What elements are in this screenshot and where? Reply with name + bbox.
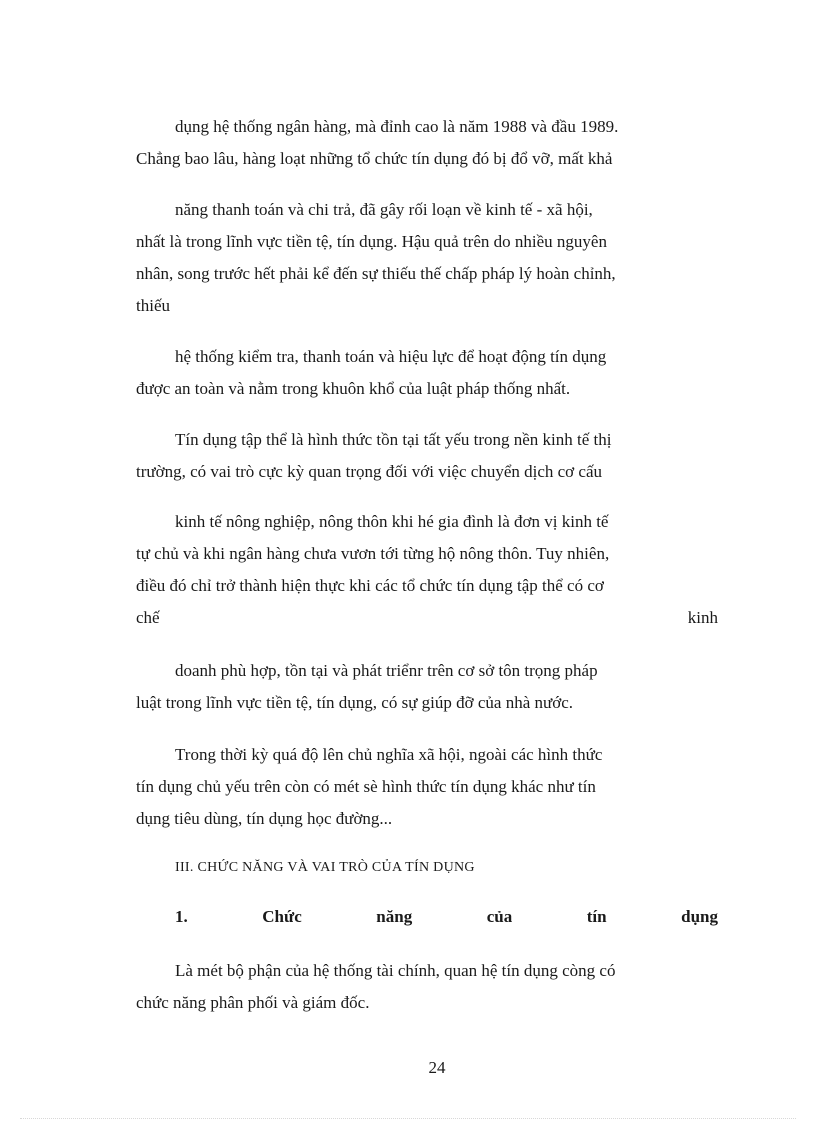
text-line: kinh tế nông nghiệp, nông thôn khi hé gia đình là đơn vị kinh tế	[175, 512, 609, 531]
body-paragraph	[136, 506, 718, 634]
text-line: Trong thời kỳ quá độ lên chủ nghĩa xã hội, ngoài các hình thức	[175, 745, 603, 764]
body-paragraph	[136, 341, 718, 405]
text-line: nhất là trong lĩnh vực tiền tệ, tín dụng. Hậu quả trên do nhiều nguyên	[136, 232, 607, 251]
body-paragraph	[136, 955, 718, 1019]
body-paragraph	[136, 739, 718, 835]
text-line: chế kinh	[136, 608, 718, 627]
footer-divider	[20, 1118, 796, 1119]
text-line: chức năng phân phối và giám đốc.	[136, 993, 370, 1012]
text-line: nhân, song trước hết phải kể đến sự thiếu thế chấp pháp lý hoàn chỉnh,	[136, 264, 616, 283]
page-number: 24	[428, 1058, 446, 1077]
text-line: dụng hệ thống ngân hàng, mà đỉnh cao là năm 1988 và đầu 1989.	[175, 117, 619, 136]
text-line: doanh phù hợp, tồn tại và phát triểnr trên cơ sở tôn trọng pháp	[175, 661, 598, 680]
text-line: dụng tiêu dùng, tín dụng học đường...	[136, 809, 393, 828]
text-line: trường, có vai trò cực kỳ quan trọng đối với việc chuyển dịch cơ cấu	[136, 462, 603, 481]
body-paragraph	[136, 111, 718, 175]
text-line: hệ thống kiểm tra, thanh toán và hiệu lực để hoạt động tín dụng	[175, 347, 607, 366]
text-line: Chẳng bao lâu, hàng loạt những tổ chức tín dụng đó bị đổ vỡ, mất khả	[136, 149, 613, 168]
text-line: tự chủ và khi ngân hàng chưa vươn tới từng hộ nông thôn. Tuy nhiên,	[136, 544, 610, 563]
text-line: Tín dụng tập thể là hình thức tồn tại tất yếu trong nền kinh tế thị	[175, 430, 612, 449]
text-line: thiếu	[136, 296, 170, 315]
body-paragraph	[136, 655, 718, 719]
text-line: năng thanh toán và chi trả, đã gây rối loạn về kinh tế - xã hội,	[175, 200, 593, 219]
text-line: tín dụng chủ yếu trên còn có mét sè hình thức tín dụng khác như tín	[136, 777, 596, 796]
section-heading: III. CHỨC NĂNG VÀ VAI TRÒ CỦA TÍN DỤNG	[175, 860, 475, 875]
subsection-heading: 1. Chức năng của tín dụng	[175, 907, 718, 926]
text-line: luật trong lĩnh vực tiền tệ, tín dụng, có sự giúp đỡ của nhà nước.	[136, 693, 574, 712]
body-paragraph	[136, 424, 718, 488]
body-paragraph	[136, 194, 718, 322]
text-line: điều đó chỉ trở thành hiện thực khi các tổ chức tín dụng tập thể có cơ	[136, 576, 604, 595]
text-line: được an toàn và nằm trong khuôn khổ của luật pháp thống nhất.	[136, 379, 571, 398]
text-line: Là mét bộ phận của hệ thống tài chính, quan hệ tín dụng còng có	[175, 961, 616, 980]
